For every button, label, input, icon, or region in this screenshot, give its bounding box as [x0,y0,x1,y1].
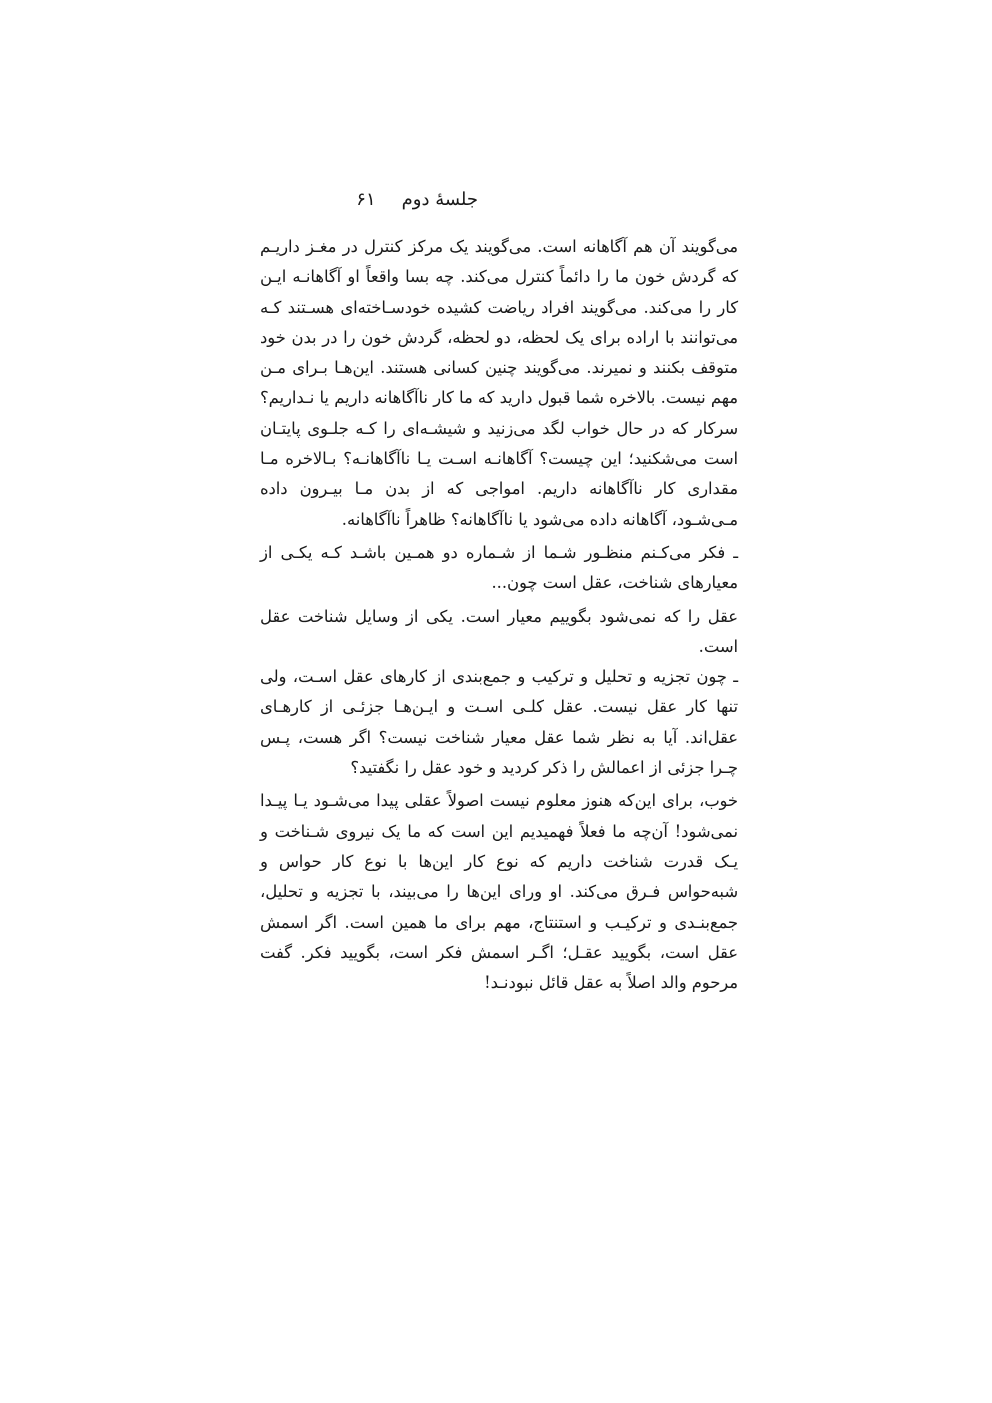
running-head [268,188,478,212]
paragraph-5: خوب، برای این‌که هنوز معلوم نیست اصولاً عقلی پیدا می‌شـود یـا پیـدا نمی‌شود! آن‌چه ما فعلاً فهمیدیم این است که ما یک نیروی شـناخت و یـک قدرت شناخت داریم که نوع کار این‌ها با نوع کار حواس و شبه‌حواس فـرق می‌کند. او ورای این‌ها را می‌بیند، با تجزیه و تحلیل، جمع‌بنـدی و ترکیـب و استنتاج، مهم برای ما همین است. اگر اسمش عقل است، بگویید عقـل؛ اگـر اسمش فکر است، بگویید فکر. گفت مرحوم والد اصلاً به عقل قائل نبودنـد! [260,791,738,993]
paragraph-2: ـ فکر می‌کـنم منظـور شـما از شـماره دو همـین باشـد کـه یکـی از معیارهای شناخت، عقل است چون... [260,542,738,593]
body-text [260,232,738,998]
page-number: ۶۱ [356,189,376,210]
paragraph-4: ـ چون تجزیه و تحلیل و ترکیب و جمع‌بندی از کارهای عقل اسـت، ولی تنها کار عقل نیست. عقل کلـی اسـت و ایـن‌هـا جزئـی از کارهـای عقل‌اند. آیا به نظر شما عقل معیار شناخت نیست؟ اگر هست، پـس چـرا جزئی از اعمالش را ذکر کردید و خود عقل را نگفتید؟ [260,667,738,778]
paragraph-3: عقل را که نمی‌شود بگوییم معیار است. یکی از وسایل شناخت عقل است. [260,606,738,656]
paragraph-1: می‌گویند آن هم آگاهانه است. می‌گویند یک مرکز کنترل در مغـز داریـم که گردش خون ما را دائماً کنترل می‌کند. چه بسا واقعاً او آگاهانـه ایـن کار را می‌کند. می‌گویند افراد ریاضت کشیده خودسـاخته‌ای هسـتند کـه می‌توانند با اراده برای یک لحظه، دو لحظه، گردش خون را در بدن خود متوقف بکنند و نمیرند. می‌گویند چنین کسانی هستند. این‌هـا بـرای مـن مهم نیست. بالاخره شما قبول دارید که ما کار ناآگاهانه داریم یا نـداریم؟ سرکار که در حال خواب لگد می‌زنید و شیشـه‌ای را کـه جلـوی پایتـان است می‌شکنید؛ این چیست؟ آگاهانـه اسـت یـا ناآگاهانـه؟ بـالاخره مـا مقداری کار ناآگاهانه داریم. امواجی که از بدن مـا بیـرون داده مـی‌شـود، آگاهانه داده می‌شود یا ناآگاهانه؟ ظاهراً ناآگاهانه. [260,237,738,529]
chapter-title: جلسهٔ دوم [401,189,478,210]
